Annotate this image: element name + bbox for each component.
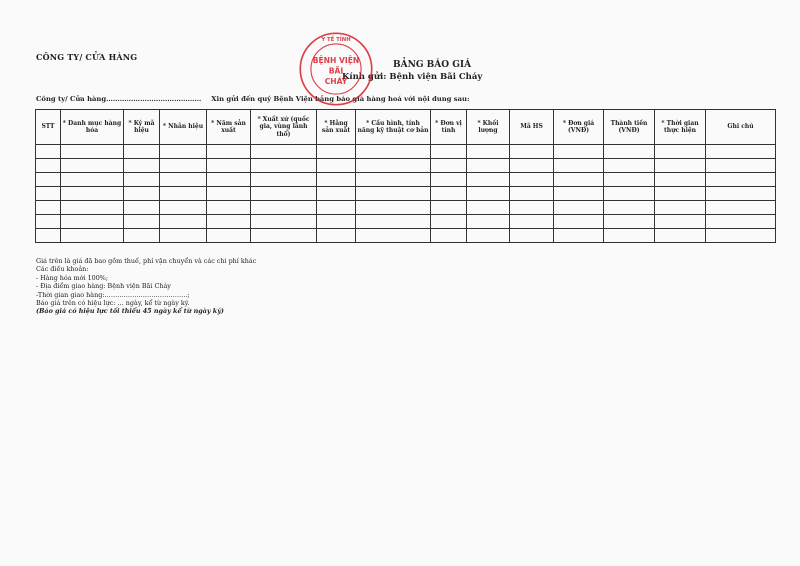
table-cell [604,159,655,173]
table-cell [510,173,554,187]
table-cell [554,201,604,215]
table-row [36,159,776,173]
table-cell [124,201,160,215]
table-row [36,229,776,243]
col-header-total: Thành tiền (VNĐ) [604,110,655,145]
table-cell [317,229,356,243]
table-cell [554,145,604,159]
table-cell [61,215,124,229]
table-cell [160,187,207,201]
table-cell [207,173,251,187]
table-cell [124,145,160,159]
table-cell [356,145,431,159]
note-new-goods: - Hàng hóa mới 100%; [36,273,109,282]
table-cell [510,215,554,229]
table-cell [36,215,61,229]
stamp-top-text: Y TẾ TỈNH [321,36,351,43]
table-cell [467,215,510,229]
table-row [36,173,776,187]
table-cell [356,229,431,243]
quotation-table [35,109,776,243]
table-cell [356,159,431,173]
table-cell [36,187,61,201]
col-header-origin: * Xuất xứ (quốc gia, vùng lãnh thổ) [251,110,317,145]
table-cell [356,187,431,201]
note-delivery-place: - Địa điểm giao hàng: Bệnh viện Bãi Cháy [36,282,171,291]
table-cell [431,229,467,243]
stamp-line1: BỆNH VIỆN [312,55,360,65]
col-header-item: * Danh mục hàng hóa [61,110,124,145]
col-header-brand: * Nhãn hiệu [160,110,207,145]
table-cell [317,215,356,229]
table-cell [655,187,706,201]
table-cell [554,187,604,201]
document-title: BẢNG BÁO GIÁ [393,60,472,70]
table-cell [510,159,554,173]
table-cell [604,215,655,229]
table-cell [160,159,207,173]
table-cell [124,187,160,201]
table-cell [467,159,510,173]
table-header-row [36,110,776,145]
table-cell [554,215,604,229]
table-cell [431,159,467,173]
table-cell [160,229,207,243]
col-header-code: * Ký mã hiệu [124,110,160,145]
table-body [36,145,776,243]
stamp-line2: BÃI [328,66,344,76]
table-cell [467,229,510,243]
table-cell [706,215,776,229]
table-cell [251,187,317,201]
table-cell [655,159,706,173]
col-header-manufacturer: * Hãng sản xuất [317,110,356,145]
col-header-notes: Ghi chú [706,110,776,145]
company-label: CÔNG TY/ CỬA HÀNG [36,52,138,62]
table-cell [317,145,356,159]
table-cell [207,201,251,215]
table-cell [356,173,431,187]
table-cell [207,159,251,173]
table-row [36,145,776,159]
table-cell [604,201,655,215]
table-cell [207,145,251,159]
table-cell [207,215,251,229]
note-price-includes: Giá trên là giá đã bao gồm thuế, phí vận chuyển và các chi phí khác [36,257,257,265]
table-cell [431,173,467,187]
table-cell [124,229,160,243]
col-header-year: * Năm sản xuất [207,110,251,145]
table-cell [61,145,124,159]
table-cell [510,145,554,159]
table-cell [356,215,431,229]
table-cell [61,201,124,215]
table-cell [317,201,356,215]
table-cell [431,145,467,159]
table-cell [655,229,706,243]
table-cell [554,229,604,243]
table-cell [61,159,124,173]
table-cell [655,145,706,159]
table-cell [604,187,655,201]
col-header-unit-price: * Đơn giá (VNĐ) [554,110,604,145]
note-validity: Báo giá trên có hiệu lực: … ngày, kể từ ngày ký. [36,299,190,308]
note-terms-heading: Các điều khoản: [36,265,89,274]
col-header-stt: STT [36,110,61,145]
note-minimum-validity: (Báo giá có hiệu lực tối thiểu 45 ngày kể từ ngày ký) [36,307,224,316]
table-cell [124,173,160,187]
table-cell [207,187,251,201]
table-cell [510,201,554,215]
table-cell [251,201,317,215]
table-cell [655,173,706,187]
table-cell [431,215,467,229]
recipient-line: Kính gửi: Bệnh viện Bãi Cháy [342,72,483,82]
table-cell [655,215,706,229]
table-cell [706,145,776,159]
table-cell [160,145,207,159]
table-cell [510,229,554,243]
table-cell [160,173,207,187]
col-header-hs-code: Mã HS [510,110,554,145]
table-cell [706,173,776,187]
stamp-line3: CHÁY [324,77,348,87]
notes-block [36,257,256,316]
table-cell [706,229,776,243]
table-cell [706,159,776,173]
table-cell [124,159,160,173]
table-cell [317,173,356,187]
table-row [36,215,776,229]
table-cell [655,201,706,215]
col-header-specs: * Cấu hình, tính năng kỹ thuật cơ bản [356,110,431,145]
note-delivery-time: -Thời gian giao hàng:…………………………………; [36,290,190,299]
table-cell [207,229,251,243]
table-cell [160,201,207,215]
col-header-quantity: * Khối lượng [467,110,510,145]
col-header-unit: * Đơn vị tính [431,110,467,145]
table-cell [604,145,655,159]
table-cell [510,187,554,201]
table-cell [36,159,61,173]
table-cell [356,201,431,215]
table-cell [317,159,356,173]
table-cell [61,187,124,201]
table-cell [554,159,604,173]
col-header-lead-time: * Thời gian thực hiện [655,110,706,145]
intro-text: Xin gửi đến quý Bệnh Viện bảng báo giá hàng hoá với nội dung sau: [211,95,470,103]
table-cell [431,201,467,215]
intro-line [36,95,469,103]
intro-company-field: Công ty/ Cửa hàng…………………………………… [36,95,202,103]
table-cell [160,215,207,229]
table-cell [431,187,467,201]
table-cell [467,187,510,201]
table-cell [604,229,655,243]
table-cell [251,173,317,187]
table-cell [604,173,655,187]
table-cell [251,145,317,159]
table-cell [251,229,317,243]
table-cell [251,215,317,229]
table-cell [36,229,61,243]
table-cell [36,201,61,215]
table-cell [36,173,61,187]
table-cell [467,173,510,187]
table-row [36,201,776,215]
table-cell [61,173,124,187]
table-cell [317,187,356,201]
table-cell [36,145,61,159]
hospital-seal-stamp [298,31,374,107]
table-row [36,187,776,201]
table-cell [61,229,124,243]
table-cell [706,201,776,215]
table-cell [706,187,776,201]
table-cell [467,201,510,215]
table-cell [467,145,510,159]
table-cell [554,173,604,187]
table-cell [124,215,160,229]
table-cell [251,159,317,173]
